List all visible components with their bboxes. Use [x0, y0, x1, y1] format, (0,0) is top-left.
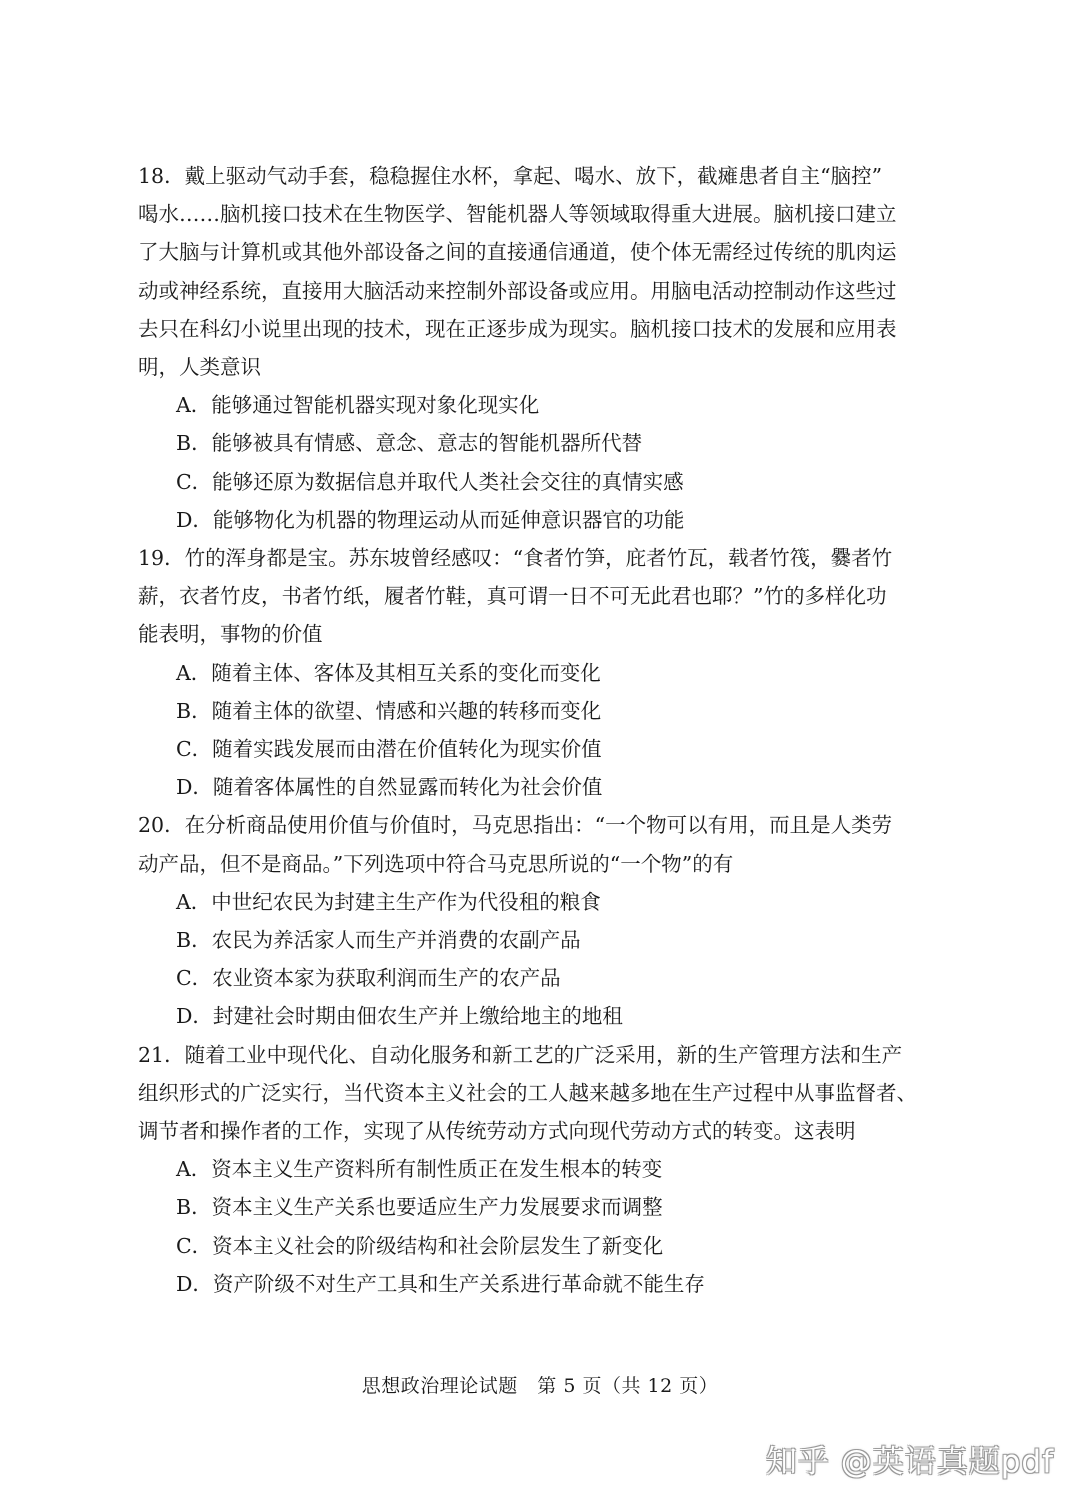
option-b: B．资本主义生产关系也要适应生产力发展要求而调整: [176, 1195, 663, 1220]
option-c: C．资本主义社会的阶级结构和社会阶层发生了新变化: [176, 1233, 664, 1258]
stem-line: 能表明，事物的价值: [138, 622, 323, 647]
option-d: D．资产阶级不对生产工具和生产关系进行革命就不能生存: [176, 1271, 705, 1296]
option-b: B．随着主体的欲望、情感和兴趣的转移而变化: [176, 698, 602, 723]
question-stem: [138, 539, 954, 654]
stem-line: 组织形式的广泛实行，当代资本主义社会的工人越来越多地在生产过程中从事监督者、: [138, 1080, 917, 1105]
option-d: D．随着客体属性的自然显露而转化为社会价值: [176, 775, 603, 800]
question-stem: [138, 1036, 954, 1151]
option-a: A．随着主体、客体及其相互关系的变化而变化: [176, 660, 601, 685]
question-list: [138, 157, 954, 1303]
page-footer: 思想政治理论试题 第 5 页（共 12 页）: [361, 1375, 719, 1397]
option-d: D．封建社会时期由佃农生产并上缴给地主的地租: [176, 1004, 623, 1029]
stem-line: 去只在科幻小说里出现的技术，现在正逐步成为现实。脑机接口技术的发展和应用表: [138, 316, 897, 341]
question-20: [138, 806, 954, 1035]
option-a: A．中世纪农民为封建主生产作为代役租的粮食: [176, 889, 601, 914]
stem-line: 薪，衣者竹皮，书者竹纸，履者竹鞋，真可谓一日不可无此君也耶？”竹的多样化功: [138, 584, 887, 609]
option-c: C．能够还原为数据信息并取代人类社会交往的真情实感: [176, 469, 684, 494]
stem-line: 21．随着工业中现代化、自动化服务和新工艺的广泛采用，新的生产管理方法和生产: [138, 1042, 903, 1067]
stem-line: 动或神经系统，直接用大脑活动来控制外部设备或应用。用脑电活动控制动作这些过: [138, 278, 897, 303]
option-c: C．随着实践发展而由潜在价值转化为现实价值: [176, 737, 602, 762]
option-b: B．能够被具有情感、意念、意志的智能机器所代替: [176, 431, 643, 456]
stem-line: 动产品，但不是商品。”下列选项中符合马克思所说的“一个物”的有: [138, 851, 734, 876]
stem-line: 调节者和操作者的工作，实现了从传统劳动方式向现代劳动方式的转变。这表明: [138, 1119, 856, 1144]
stem-line: 喝水……脑机接口技术在生物医学、智能机器人等领域取得重大进展。脑机接口建立: [138, 202, 897, 227]
option-d: D．能够物化为机器的物理运动从而延伸意识器官的功能: [176, 507, 685, 532]
question-21: [138, 1036, 954, 1303]
watermark: 知乎 @英语真题pdf: [765, 1444, 1054, 1480]
question-18: [138, 157, 954, 539]
stem-line: 20．在分析商品使用价值与价值时，马克思指出：“一个物可以有用，而且是人类劳: [138, 813, 893, 838]
question-stem: [138, 806, 954, 882]
option-a: A．资本主义生产资料所有制性质正在发生根本的转变: [176, 1157, 663, 1182]
stem-line: 明，人类意识: [138, 355, 261, 380]
question-stem: [138, 157, 954, 386]
option-c: C．农业资本家为获取利润而生产的农产品: [176, 966, 561, 991]
option-a: A．能够通过智能机器实现对象化现实化: [176, 393, 540, 418]
stem-line: 了大脑与计算机或其他外部设备之间的直接通信通道，使个体无需经过传统的肌肉运: [138, 240, 897, 265]
question-19: [138, 539, 954, 806]
stem-line: 18．戴上驱动气动手套，稳稳握住水杯，拿起、喝水、放下，截瘫患者自主“脑控”: [138, 164, 883, 188]
stem-line: 19．竹的浑身都是宝。苏东坡曾经感叹：“食者竹笋，庇者竹瓦，载者竹筏，爨者竹: [138, 546, 893, 571]
option-b: B．农民为养活家人而生产并消费的农副产品: [176, 928, 581, 953]
